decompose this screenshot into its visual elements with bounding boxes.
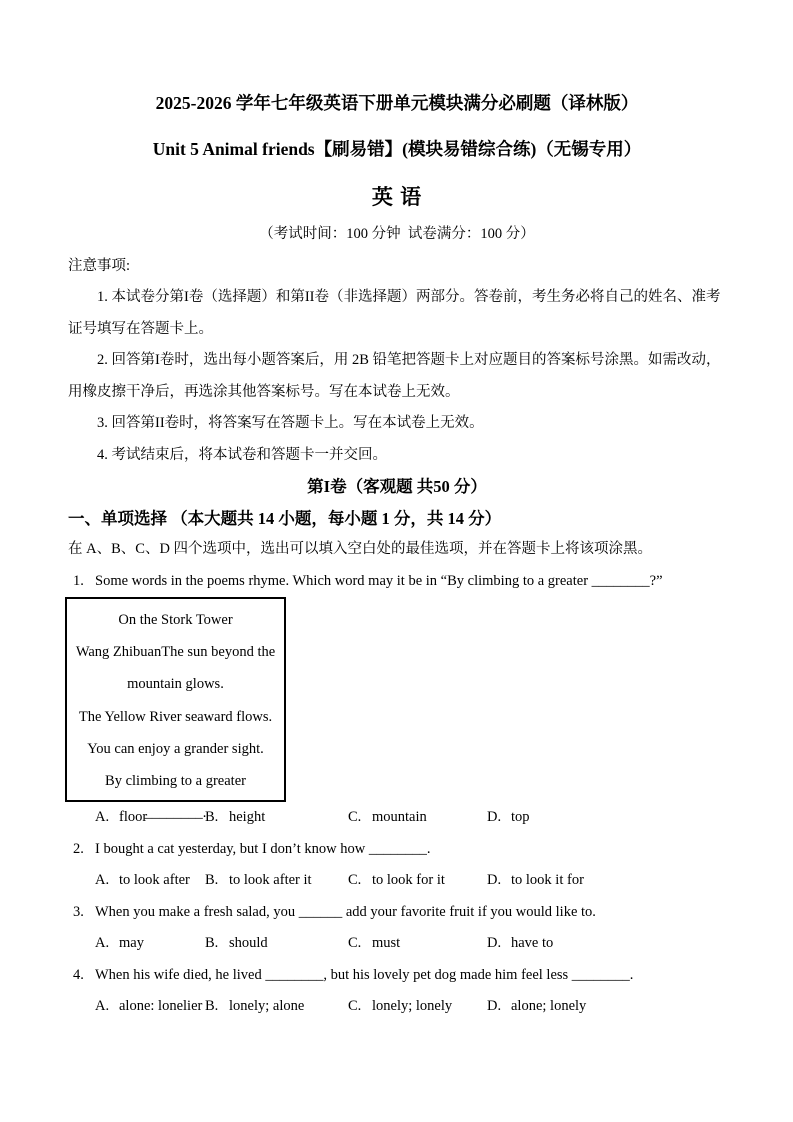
section1-title: 第I卷（客观题 共50 分）	[307, 477, 487, 496]
option-1-d	[487, 802, 726, 834]
option-2-d	[487, 865, 726, 897]
option-4-c-text: lonely; lonely	[372, 998, 453, 1014]
option-3-b-text: should	[229, 935, 268, 951]
option-3-d-text: have to	[511, 935, 554, 951]
option-2-b-text: to look after it	[229, 872, 312, 888]
option-3-b-label: B.	[205, 935, 219, 951]
poem-line-5: You can enjoy a grander sight.	[87, 740, 264, 757]
poem-line-3: mountain glows.	[127, 676, 224, 693]
option-4-a	[95, 991, 205, 1023]
part1-instruction: 在 A、B、C、D 四个选项中，选出可以填入空白处的最佳选项，并在答题卡上将该项涂黑。	[68, 541, 653, 557]
question-4-options	[68, 991, 726, 1023]
question-3-number: 3.	[73, 903, 84, 920]
poem-line-6: By climbing to a greater ________.	[105, 773, 246, 822]
unit-title: Unit 5 Animal friends【刷易错】(模块易错综合练)（无锡专用）	[152, 139, 642, 159]
paper-title: 2025-2026 学年七年级英语下册单元模块满分必刷题（译林版）	[155, 93, 639, 113]
note-item-2: 2. 回答第I卷时，选出每小题答案后，用 2B 铅笔把答题卡上对应题目的答案标号涂黑。如需改动，用橡皮擦干净后，再选涂其他答案标号。写在本试卷上无效。	[68, 352, 721, 400]
question-2	[68, 834, 726, 866]
question-4-text: When his wife died, he lived ________, but his lovely pet dog made him feel less ________.	[95, 966, 634, 983]
question-2-options	[68, 865, 726, 897]
option-4-d-text: alone; lonely	[511, 998, 587, 1014]
question-2-text: I bought a cat yesterday, but I don’t know how ________.	[95, 840, 431, 857]
option-2-c	[348, 865, 487, 897]
option-4-a-text: alone: lonelier	[119, 998, 203, 1014]
exam-info-line: （考试时间：100 分钟 试卷满分：100 分）	[259, 226, 535, 242]
option-3-c	[348, 928, 487, 960]
question-1-text: Some words in the poems rhyme. Which word may it be in “By climbing to a greater ________?”	[95, 572, 663, 589]
option-4-d	[487, 991, 726, 1023]
option-1-b	[205, 802, 348, 834]
option-1-c-label: C.	[348, 809, 362, 825]
question-1-number: 1.	[73, 572, 84, 589]
option-1-d-label: D.	[487, 809, 502, 825]
question-4-number: 4.	[73, 966, 84, 983]
poem-line-2: Wang ZhibuanThe sun beyond the	[75, 644, 276, 661]
option-1-b-label: B.	[205, 809, 219, 825]
option-4-c	[348, 991, 487, 1023]
option-2-d-label: D.	[487, 872, 502, 888]
option-3-a	[95, 928, 205, 960]
option-4-a-label: A.	[95, 998, 110, 1014]
question-3-options	[68, 928, 726, 960]
option-1-c	[348, 802, 487, 834]
question-4	[68, 960, 726, 992]
subject-title: 英 语	[371, 185, 423, 209]
option-4-b-label: B.	[205, 998, 219, 1014]
option-3-d-label: D.	[487, 935, 502, 951]
poem-line-4: The Yellow River seaward flows.	[78, 708, 273, 725]
option-1-a	[95, 802, 205, 834]
option-1-b-text: height	[229, 809, 266, 825]
option-1-a-label: A.	[95, 809, 110, 825]
question-2-number: 2.	[73, 840, 84, 857]
option-3-d	[487, 928, 726, 960]
question-1	[68, 566, 726, 598]
note-item-4: 4. 考试结束后，将本试卷和答题卡一并交回。	[97, 446, 387, 463]
option-1-a-text: floor	[119, 809, 148, 825]
poem-line-1: On the Stork Tower	[118, 612, 233, 628]
option-2-a-label: A.	[95, 872, 110, 888]
option-1-c-text: mountain	[372, 809, 427, 825]
part1-title: 一、单项选择 （本大题共 14 小题，每小题 1 分，共 14 分）	[68, 508, 502, 528]
question-3	[68, 897, 726, 929]
option-4-c-label: C.	[348, 998, 362, 1014]
option-4-d-label: D.	[487, 998, 502, 1014]
option-3-c-label: C.	[348, 935, 362, 951]
question-3-text: When you make a fresh salad, you ______ add your favorite fruit if you would like to.	[95, 903, 596, 920]
option-1-d-text: top	[511, 809, 530, 825]
note-item-1: 1. 本试卷分第I卷（选择题）和第II卷（非选择题）两部分。答卷前，考生务必将自己的姓名、准考证号填写在答题卡上。	[68, 289, 721, 337]
option-2-d-text: to look it for	[511, 872, 584, 888]
option-2-b	[205, 865, 348, 897]
option-4-b	[205, 991, 348, 1023]
note-item-3: 3. 回答第II卷时，将答案写在答题卡上。写在本试卷上无效。	[97, 415, 484, 431]
notes-title: 注意事项:	[68, 257, 131, 274]
option-2-b-label: B.	[205, 872, 219, 888]
option-3-a-label: A.	[95, 935, 110, 951]
option-3-b	[205, 928, 348, 960]
option-2-c-label: C.	[348, 872, 362, 888]
question-1-options	[68, 802, 726, 834]
option-2-c-text: to look for it	[372, 872, 445, 888]
option-2-a-text: to look after	[119, 872, 190, 888]
option-2-a	[95, 865, 205, 897]
option-3-a-text: may	[119, 935, 144, 951]
option-4-b-text: lonely; alone	[229, 998, 305, 1014]
option-3-c-text: must	[372, 935, 401, 951]
